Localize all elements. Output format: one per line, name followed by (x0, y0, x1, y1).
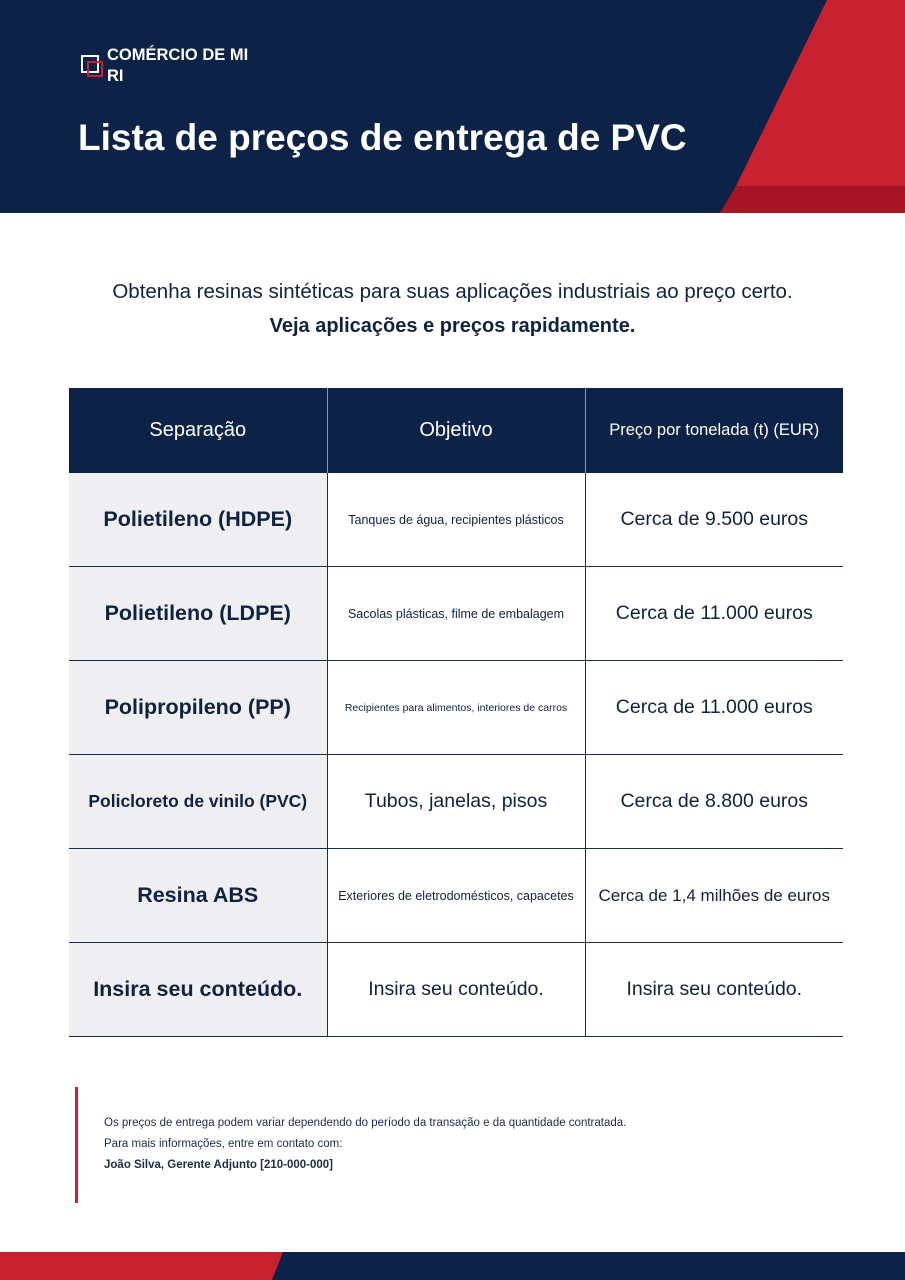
header-banner (0, 0, 905, 213)
cell-separacao: Policloreto de vinilo (PVC) (69, 755, 327, 849)
column-header-separacao: Separação (69, 388, 327, 473)
brand-logo (81, 45, 257, 87)
cell-preco: Cerca de 11.000 euros (585, 567, 843, 661)
header-red-stripe (736, 0, 905, 186)
brand-name: COMÉRCIO DE MIRI (107, 46, 249, 85)
footer-red-band (0, 1252, 283, 1280)
cell-preco: Insira seu conteúdo. (585, 943, 843, 1037)
price-table (69, 388, 843, 1037)
cell-preco: Cerca de 8.800 euros (585, 755, 843, 849)
header-dark-red-stripe (720, 186, 905, 213)
cell-preco: Cerca de 1,4 milhões de euros (585, 849, 843, 943)
column-header-preco: Preço por tonelada (t) (EUR) (585, 388, 843, 473)
intro-line-2: Veja aplicações e preços rapidamente. (269, 315, 636, 337)
table-row (69, 943, 843, 1037)
cell-objetivo: Insira seu conteúdo. (327, 943, 585, 1037)
cell-separacao: Polipropileno (PP) (69, 661, 327, 755)
table-row (69, 567, 843, 661)
column-header-objetivo: Objetivo (327, 388, 585, 473)
note-disclaimer: Os preços de entrega podem variar dependendo do período da transação e da quantidade contratada. (104, 1117, 627, 1129)
intro (0, 275, 905, 343)
contact-note (75, 1087, 778, 1203)
cell-objetivo: Sacolas plásticas, filme de embalagem (327, 567, 585, 661)
table-header-row (69, 388, 843, 473)
cell-separacao: Polietileno (LDPE) (69, 567, 327, 661)
table-row (69, 661, 843, 755)
cell-preco: Cerca de 11.000 euros (585, 661, 843, 755)
table-row (69, 755, 843, 849)
note-contact-person: João Silva, Gerente Adjunto [210-000-000] (104, 1159, 334, 1171)
logo-squares-icon (81, 55, 103, 77)
intro-line-1: Obtenha resinas sintéticas para suas aplicações industriais ao preço certo. (112, 280, 793, 303)
cell-separacao: Polietileno (HDPE) (69, 473, 327, 567)
table-row (69, 473, 843, 567)
footer-band (0, 1252, 905, 1280)
cell-separacao: Resina ABS (69, 849, 327, 943)
cell-objetivo: Exteriores de eletrodomésticos, capacetes (327, 849, 585, 943)
cell-objetivo: Tubos, janelas, pisos (327, 755, 585, 849)
cell-objetivo: Tanques de água, recipientes plásticos (327, 473, 585, 567)
header-decoration (0, 0, 905, 213)
cell-preco: Cerca de 9.500 euros (585, 473, 843, 567)
note-contact-intro: Para mais informações, entre em contato com: (104, 1138, 343, 1150)
cell-separacao: Insira seu conteúdo. (69, 943, 327, 1037)
page-title: Lista de preços de entrega de PVC (78, 117, 687, 158)
table-row (69, 849, 843, 943)
cell-objetivo: Recipientes para alimentos, interiores de carros (327, 661, 585, 755)
